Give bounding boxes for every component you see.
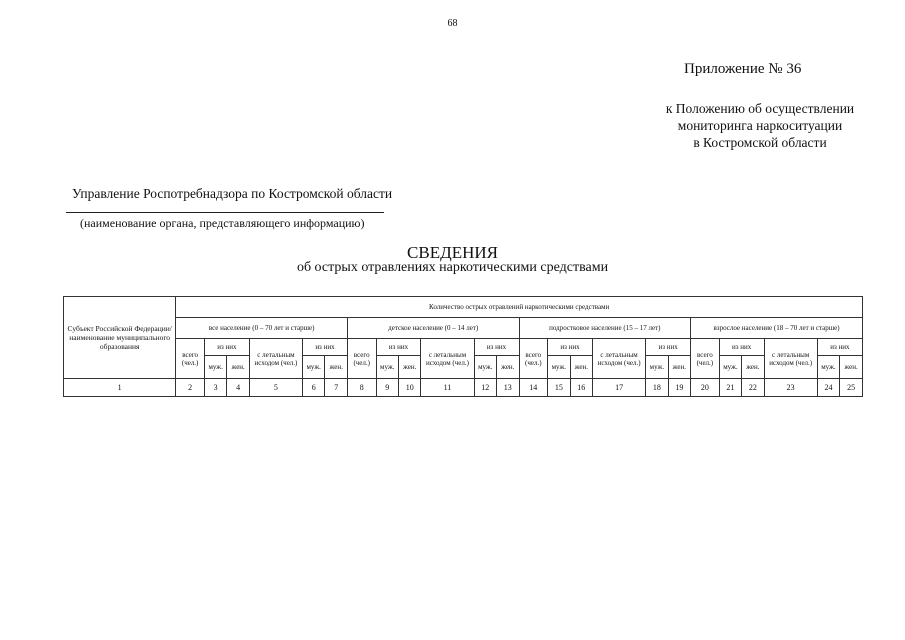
- col-total: всего (чел.): [347, 339, 376, 379]
- column-number: 15: [548, 379, 570, 397]
- col-total: всего (чел.): [519, 339, 548, 379]
- col-of-them: из них: [719, 339, 764, 356]
- column-number: 24: [817, 379, 839, 397]
- col-female: жен.: [668, 356, 690, 379]
- report-table: [63, 296, 863, 397]
- column-number: 14: [519, 379, 548, 397]
- col-lethal: с летальным исходом (чел.): [593, 339, 646, 379]
- column-number: 19: [668, 379, 690, 397]
- column-number: 20: [691, 379, 720, 397]
- group-header-all: все население (0 – 70 лет и старше): [176, 318, 348, 339]
- column-number: 8: [347, 379, 376, 397]
- col-of-them: из них: [204, 339, 249, 356]
- col-male: муж.: [646, 356, 668, 379]
- col-male: муж.: [204, 356, 226, 379]
- col-female: жен.: [570, 356, 592, 379]
- col-total: всего (чел.): [176, 339, 205, 379]
- subject-header: Субъект Российской Федерации/наименование муниципального образования: [64, 297, 176, 379]
- column-number: 18: [646, 379, 668, 397]
- column-number: 22: [742, 379, 764, 397]
- page-number: 68: [447, 18, 458, 29]
- column-number: 17: [593, 379, 646, 397]
- col-of-them: из них: [302, 339, 347, 356]
- col-female: жен.: [742, 356, 764, 379]
- column-number: 2: [176, 379, 205, 397]
- col-male: муж.: [719, 356, 741, 379]
- column-number: 4: [227, 379, 249, 397]
- col-of-them: из них: [817, 339, 862, 356]
- col-male: муж.: [302, 356, 324, 379]
- col-lethal: с летальным исходом (чел.): [421, 339, 474, 379]
- col-lethal: с летальным исходом (чел.): [249, 339, 302, 379]
- group-header-children: детское население (0 – 14 лет): [347, 318, 519, 339]
- main-header: Количество острых отравлений наркотическими средствами: [176, 297, 863, 318]
- document-title: СВЕДЕНИЯ: [407, 243, 498, 262]
- column-number: 13: [497, 379, 519, 397]
- column-number: 7: [325, 379, 347, 397]
- column-number: 23: [764, 379, 817, 397]
- column-number: 1: [64, 379, 176, 397]
- column-number: 25: [840, 379, 863, 397]
- regulation-line-2: мониторинга наркоситуации: [677, 118, 843, 133]
- col-of-them: из них: [548, 339, 593, 356]
- col-male: муж.: [474, 356, 496, 379]
- col-female: жен.: [227, 356, 249, 379]
- col-female: жен.: [840, 356, 863, 379]
- col-male: муж.: [548, 356, 570, 379]
- authority-caption: (наименование органа, представляющего информацию): [80, 216, 365, 230]
- col-lethal: с летальным исходом (чел.): [764, 339, 817, 379]
- col-female: жен.: [398, 356, 420, 379]
- regulation-line-1: к Положению об осуществлении: [665, 101, 855, 116]
- col-male: муж.: [817, 356, 839, 379]
- column-number: 9: [376, 379, 398, 397]
- appendix-title: Приложение № 36: [684, 61, 802, 77]
- column-number: 16: [570, 379, 592, 397]
- column-number: 11: [421, 379, 474, 397]
- group-header-adults: взрослое население (18 – 70 лет и старше): [691, 318, 863, 339]
- column-number: 5: [249, 379, 302, 397]
- regulation-reference: [610, 100, 905, 151]
- col-female: жен.: [325, 356, 347, 379]
- col-female: жен.: [497, 356, 519, 379]
- document-subtitle: об острых отравлениях наркотическими средствами: [296, 260, 609, 275]
- regulation-line-3: в Костромской области: [693, 135, 827, 150]
- column-number: 10: [398, 379, 420, 397]
- col-of-them: из них: [474, 339, 519, 356]
- col-of-them: из них: [646, 339, 691, 356]
- col-male: муж.: [376, 356, 398, 379]
- column-number: 6: [302, 379, 324, 397]
- column-number: 12: [474, 379, 496, 397]
- column-number: 21: [719, 379, 741, 397]
- col-of-them: из них: [376, 339, 421, 356]
- column-number: 3: [204, 379, 226, 397]
- group-header-teens: подростковое население (15 – 17 лет): [519, 318, 691, 339]
- col-total: всего (чел.): [691, 339, 720, 379]
- authority-underline: [66, 212, 384, 213]
- authority-name: Управление Роспотребнадзора по Костромской области: [72, 186, 393, 201]
